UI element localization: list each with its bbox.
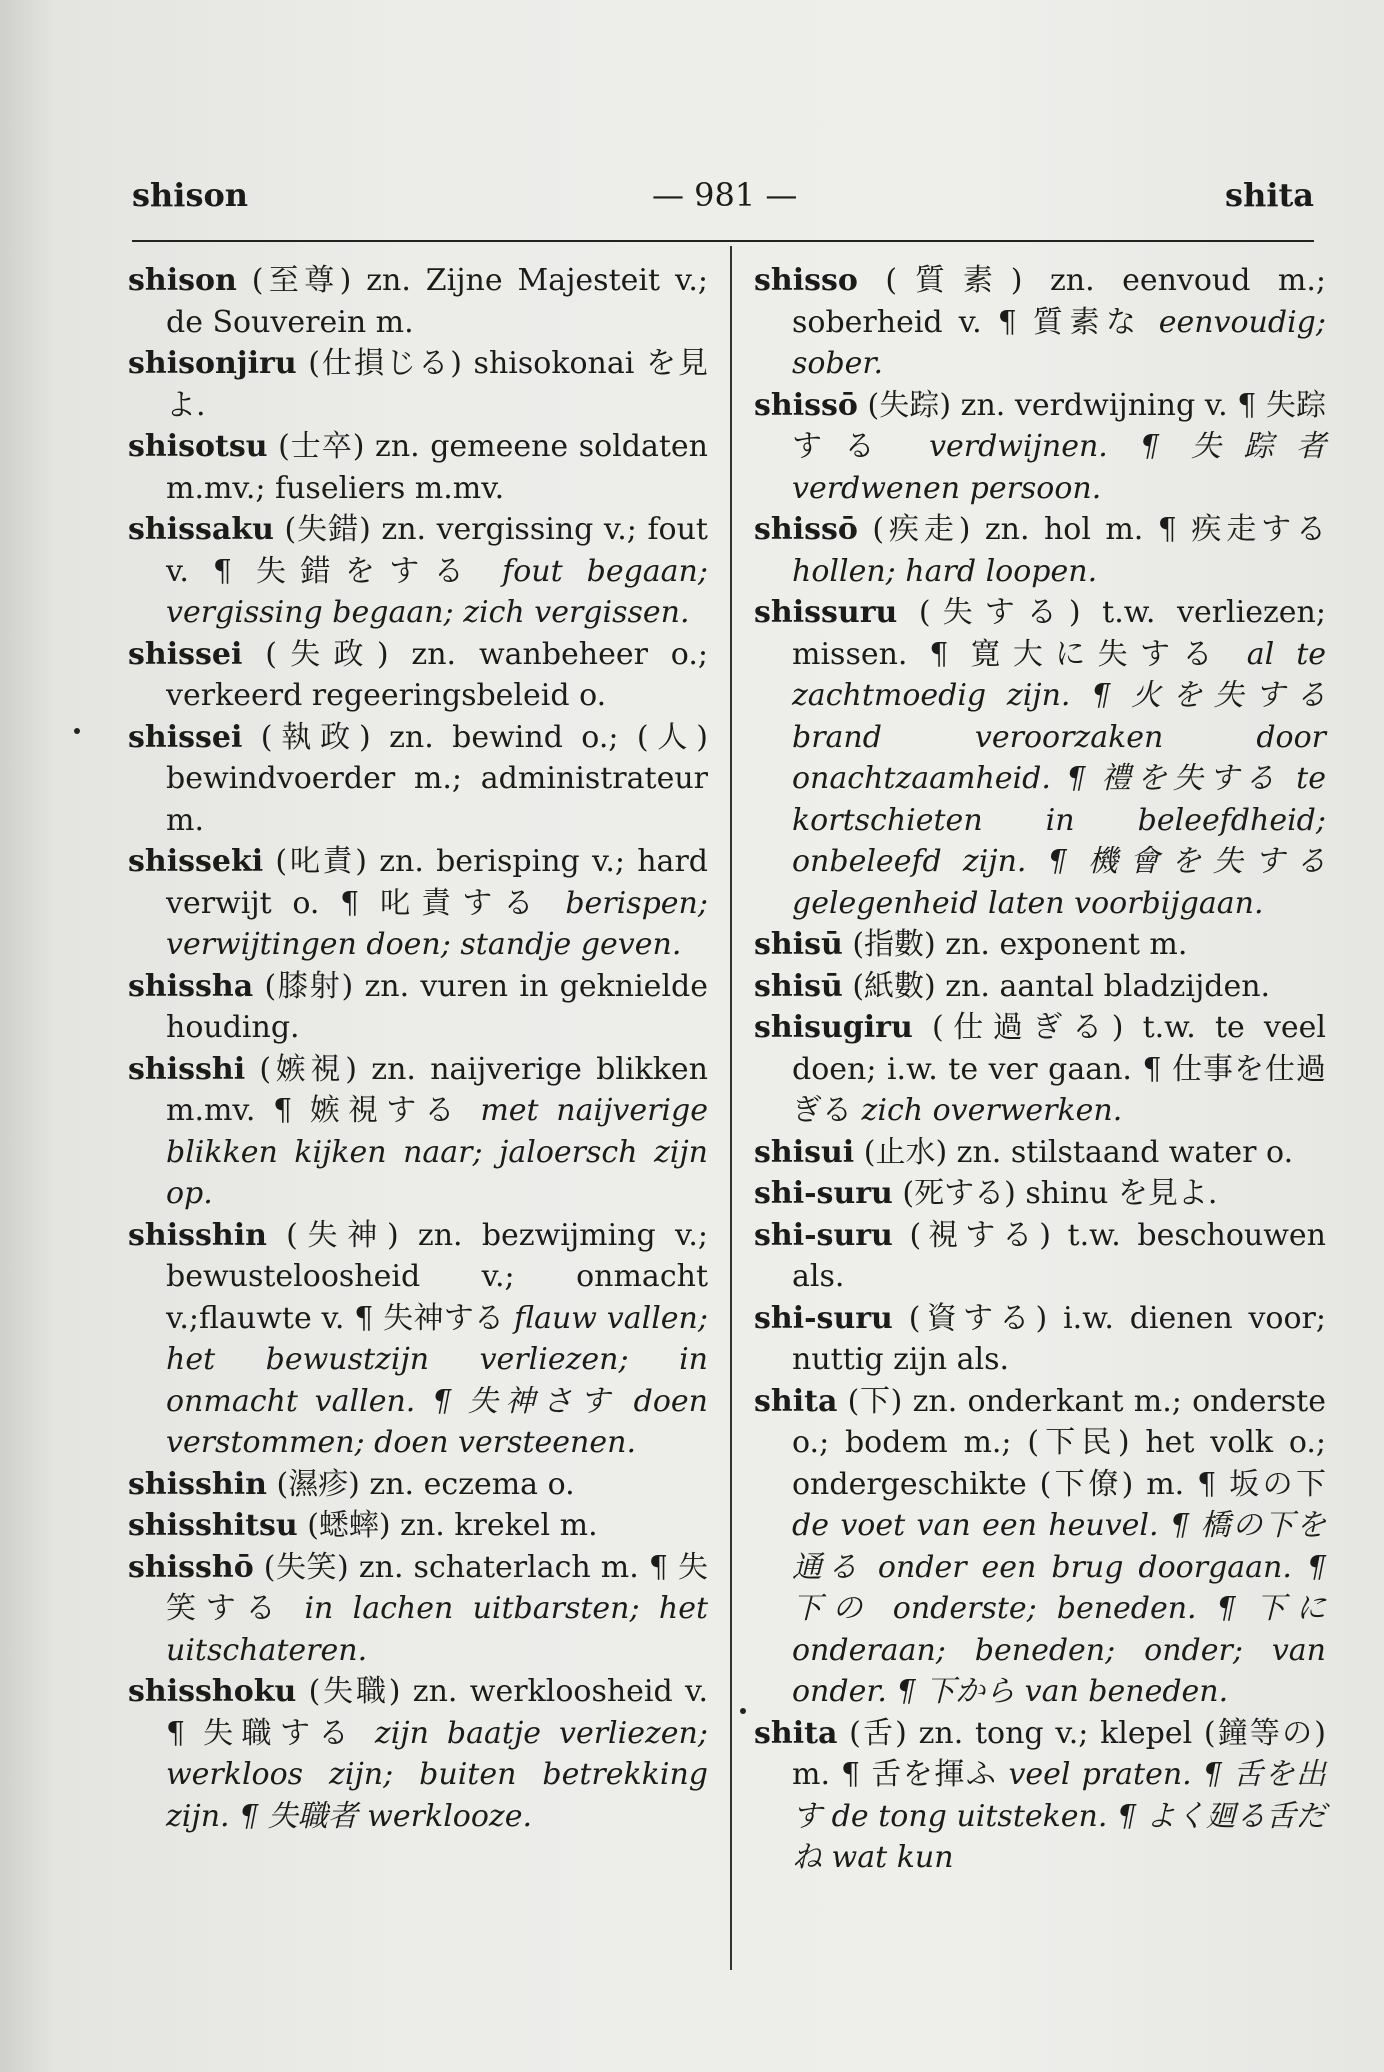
headword: shissei: [128, 719, 243, 755]
headword: shi-suru: [754, 1217, 893, 1253]
page-header: [132, 170, 1314, 220]
dictionary-entry: [754, 1215, 1326, 1298]
headword: shissei: [128, 636, 243, 672]
headword: shisū: [754, 968, 843, 1004]
headword: shison: [128, 263, 237, 298]
example-translation: berispen; verwijtingen doen; standje geven.: [166, 885, 708, 962]
definition: (失踪) zn. verdwijning v. ¶ 失踪する: [792, 387, 1326, 464]
headword: shissuru: [754, 595, 898, 630]
example-translation: de voet van een heuvel. ¶ 橋の下を通る onder een brug doorgaan. ¶ 下の onderste; beneden. ¶ 下に onderaan; beneden; onder; van onder. ¶ 下から van beneden.: [792, 1508, 1326, 1709]
dictionary-entry: [128, 343, 708, 426]
example-translation: flauw vallen; het bewustzijn verliezen; in onmacht vallen. ¶ 失神さす doen verstommen; doen versteenen.: [166, 1300, 708, 1460]
dictionary-entry: [754, 1132, 1326, 1174]
dictionary-entry: [754, 509, 1326, 592]
headword: shisugiru: [754, 1010, 913, 1045]
dictionary-entry: [754, 1007, 1326, 1132]
dictionary-entry: [128, 1505, 708, 1547]
header-rule: [132, 240, 1314, 242]
dictionary-entry: [128, 509, 708, 634]
dictionary-entry: [128, 717, 708, 842]
dictionary-entry: [754, 1713, 1326, 1879]
example-translation: eenvoudig; sober.: [792, 304, 1326, 381]
dictionary-entry: [128, 634, 708, 717]
dictionary-entry: [754, 924, 1326, 966]
headword: shisui: [754, 1134, 855, 1170]
example-translation: fout begaan; vergissing begaan; zich vergissen.: [166, 553, 708, 630]
left-column: [128, 260, 708, 1837]
dictionary-entry: [128, 966, 708, 1049]
dictionary-entry: [128, 426, 708, 509]
headword: shissha: [128, 968, 254, 1004]
definition: (仕損じる) shisokonai を見よ.: [166, 346, 708, 423]
definition: (蟋蟀) zn. krekel m.: [297, 1508, 598, 1543]
example-translation: met naijverige blikken kijken naar; jaloersch zijn op.: [166, 1093, 708, 1211]
headword: shisshoku: [128, 1674, 297, 1709]
headword: shisshō: [128, 1549, 254, 1585]
dictionary-entry: [754, 966, 1326, 1008]
headword: shissō: [754, 512, 858, 547]
definition: (叱責) zn. berisping v.; hard verwijt o. ¶ 叱責する: [166, 844, 708, 921]
dictionary-entry: [128, 1671, 708, 1837]
definition: (指數) zn. exponent m.: [842, 927, 1188, 962]
example-translation: verdwijnen. ¶ 失踪者 verdwenen persoon.: [792, 429, 1326, 506]
definition: (失笑) zn. schaterlach m. ¶ 失笑する: [166, 1549, 708, 1626]
print-speck: [74, 728, 80, 734]
headword: shisseki: [128, 844, 264, 879]
definition: (失する) t.w. verliezen; missen. ¶ 寛大に失する: [792, 595, 1326, 672]
headword: shissaku: [128, 512, 274, 547]
definition: (失政) zn. wanbeheer o.; verkeerd regeeringsbeleid o.: [166, 636, 708, 713]
dictionary-entry: [754, 592, 1326, 924]
definition: (士卒) zn. gemeene soldaten m.mv.; fuseliers m.mv.: [166, 429, 708, 506]
example-translation: zich overwerken.: [861, 1093, 1123, 1128]
dictionary-entry: [128, 1049, 708, 1215]
right-running-head: shita: [1225, 176, 1314, 214]
example-translation: veel praten. ¶ 舌を出す de tong uitsteken. ¶ よく廻る舌だね wat kun: [792, 1757, 1326, 1875]
dictionary-entry: [128, 841, 708, 966]
example-translation: hollen; hard loopen.: [792, 553, 1098, 589]
example-translation: in lachen uitbarsten; het uitschateren.: [166, 1591, 708, 1668]
dictionary-entry: [754, 1173, 1326, 1215]
definition: (失職) zn. werkloosheid v. ¶ 失職する: [166, 1674, 708, 1751]
definition: (質素) zn. eenvoud m.; soberheid v. ¶ 質素な: [792, 263, 1326, 340]
headword: shisotsu: [128, 429, 268, 464]
example-translation: zijn baatje verliezen; werkloos zijn; buiten betrekking zijn. ¶ 失職者 werklooze.: [166, 1715, 708, 1834]
headword: shita: [754, 1383, 838, 1419]
definition: (濕疹) zn. eczema o.: [266, 1466, 575, 1502]
definition: (執政) zn. bewind o.; (人) bewindvoerder m.; administrateur m.: [166, 719, 708, 838]
right-column: [754, 260, 1326, 1879]
definition: (下) zn. onderkant m.; onderste o.; bodem m.; (下民) het volk o.; ondergeschikte (下僚) m. ¶ 坂の下: [792, 1383, 1326, 1502]
headword: shi-suru: [754, 1300, 893, 1336]
definition: (紙數) zn. aantal bladzijden.: [842, 968, 1271, 1004]
dictionary-entry: [128, 1215, 708, 1464]
definition: (膝射) zn. vuren in geknielde houding.: [166, 968, 708, 1045]
column-divider: [730, 246, 732, 1970]
headword: shi-suru: [754, 1176, 893, 1211]
headword: shisso: [754, 263, 858, 298]
headword: shisū: [754, 927, 843, 962]
headword: shisshin: [128, 1217, 267, 1253]
dictionary-entry: [128, 260, 708, 343]
example-translation: al te zachtmoedig zijn. ¶ 火を失する brand veroorzaken door onachtzaamheid. ¶ 禮を失する te kortschieten in beleefdheid; onbeleefd zijn. ¶ 機會を失する gelegenheid laten voorbijgaan.: [792, 636, 1327, 921]
dictionary-entry: [754, 1298, 1326, 1381]
left-running-head: shison: [132, 176, 249, 214]
headword: shisonjiru: [128, 346, 297, 381]
definition: (嫉視) zn. naijverige blikken m.mv. ¶ 嫉視する: [166, 1051, 708, 1128]
dictionary-entry: [754, 1381, 1326, 1713]
definition: (資する) i.w. dienen voor; nuttig zijn als.: [792, 1300, 1326, 1377]
definition: (視する) t.w. beschouwen als.: [792, 1217, 1326, 1294]
definition: (疾走) zn. hol m. ¶ 疾走する: [857, 512, 1326, 547]
page-number: — 981 —: [652, 176, 798, 214]
dictionary-entry: [754, 385, 1326, 510]
dictionary-entry: [128, 1547, 708, 1672]
definition: (失錯) zn. vergissing v.; fout v. ¶ 失錯をする: [166, 512, 708, 589]
headword: shisshi: [128, 1051, 246, 1087]
definition: (失神) zn. bezwijming v.; bewusteloosheid v.; onmacht v.;flauwte v. ¶ 失神する: [166, 1217, 708, 1336]
print-speck: [740, 1708, 746, 1714]
definition: (仕過ぎる) t.w. te veel doen; i.w. te ver gaan. ¶ 仕事を仕過ぎる: [792, 1010, 1326, 1128]
definition: (死する) shinu を見よ.: [892, 1176, 1218, 1211]
headword: shita: [754, 1715, 838, 1751]
definition: (止水) zn. stilstaand water o.: [854, 1134, 1294, 1170]
headword: shisshitsu: [128, 1508, 298, 1543]
definition: (舌) zn. tong v.; klepel (鐘等の) m. ¶ 舌を揮ふ: [792, 1715, 1326, 1792]
headword: shisshin: [128, 1466, 267, 1502]
dictionary-entry: [754, 260, 1326, 385]
dictionary-entry: [128, 1464, 708, 1506]
definition: (至尊) zn. Zijne Majesteit v.; de Souverein m.: [166, 263, 708, 340]
headword: shissō: [754, 387, 858, 423]
